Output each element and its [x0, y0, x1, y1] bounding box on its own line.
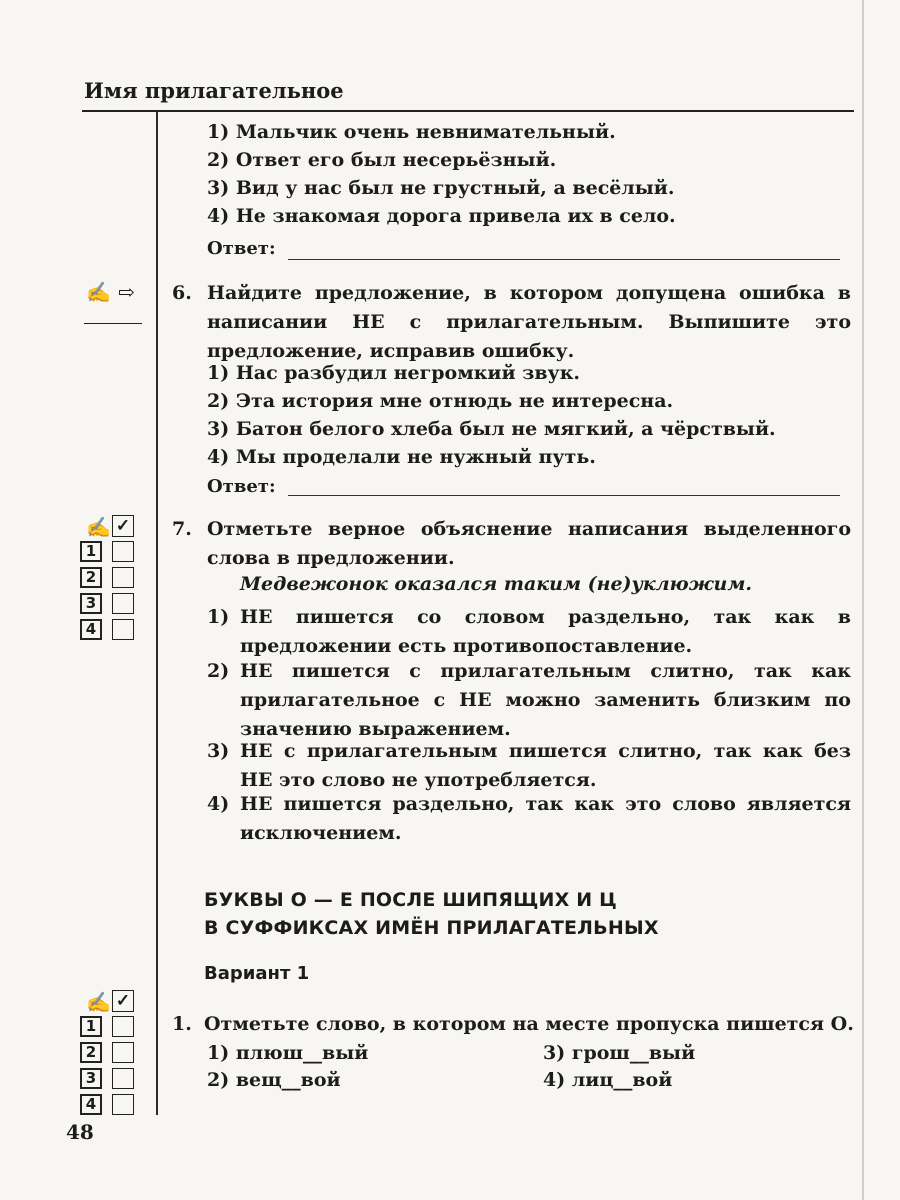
- q7-option-1-num: 1): [207, 606, 230, 628]
- answer-number-box: 4: [80, 619, 102, 640]
- margin-divider: [156, 112, 158, 1115]
- section-title-line-2: В СУФФИКСАХ ИМЁН ПРИЛАГАТЕЛЬНЫХ: [204, 917, 659, 939]
- answer-checkbox-3[interactable]: [112, 593, 134, 614]
- s1-option-1: 1) плюш__вый: [207, 1042, 369, 1064]
- q6-answer-label: Ответ:: [207, 476, 276, 497]
- answer-number-box: 2: [80, 567, 102, 588]
- pen-icon: ✍: [86, 990, 111, 1014]
- s1-text: Отметьте слово, в котором на месте пропуска пишется О.: [204, 1013, 854, 1035]
- variant-heading: Вариант 1: [204, 963, 310, 984]
- q7-option-3-num: 3): [207, 740, 230, 762]
- q5-option-2: 2) Ответ его был несерьёзный.: [207, 149, 557, 171]
- pen-icon: ✍: [86, 280, 111, 304]
- answer-number-box: 3: [80, 593, 102, 614]
- answer-checkbox-4[interactable]: [112, 619, 134, 640]
- check-icon[interactable]: ✓: [112, 515, 134, 537]
- q7-option-2-text: НЕ пишется с прилагательным слитно, так как прилагательное с НЕ можно заменить близким по значению выражением.: [240, 660, 851, 740]
- page-edge: [862, 0, 864, 1200]
- answer-number-box: 3: [80, 1068, 102, 1089]
- q7-option-4-text: НЕ пишется раздельно, так как это слово является исключением.: [240, 793, 851, 844]
- header-rule: [82, 110, 854, 112]
- q5-answer-label: Ответ:: [207, 238, 276, 259]
- q7-text: Отметьте верное объяснение написания выделенного слова в предложении.: [207, 518, 851, 569]
- check-icon[interactable]: ✓: [112, 990, 134, 1012]
- answer-checkbox-1[interactable]: [112, 541, 134, 562]
- q7-option-2-num: 2): [207, 660, 230, 682]
- q6-option-2: 2) Эта история мне отнюдь не интересна.: [207, 390, 674, 412]
- answer-number-box: 1: [80, 541, 102, 562]
- margin-rule: [84, 323, 142, 324]
- q5-answer-line[interactable]: [288, 259, 840, 260]
- q6-option-3: 3) Батон белого хлеба был не мягкий, а чёрствый.: [207, 418, 776, 440]
- q7-option-1-text: НЕ пишется со словом раздельно, так как в предложении есть противопоставление.: [240, 606, 851, 657]
- q6-answer-line[interactable]: [288, 495, 840, 496]
- q6-option-4: 4) Мы проделали не нужный путь.: [207, 446, 596, 468]
- answer-number-box: 1: [80, 1016, 102, 1037]
- q6-text: Найдите предложение, в котором допущена ошибка в написании НЕ с прилагательным. Выпишите это предложение, исправив ошибку.: [207, 282, 851, 362]
- page-number: 48: [66, 1120, 94, 1144]
- section-title-line-1: БУКВЫ О — Е ПОСЛЕ ШИПЯЩИХ И Ц: [204, 889, 617, 911]
- q5-option-3: 3) Вид у нас был не грустный, а весёлый.: [207, 177, 675, 199]
- answer-checkbox-2[interactable]: [112, 1042, 134, 1063]
- answer-checkbox-2[interactable]: [112, 567, 134, 588]
- arrow-right-icon: ⇨: [118, 280, 135, 304]
- q6-option-1: 1) Нас разбудил негромкий звук.: [207, 362, 581, 384]
- q5-option-4: 4) Не знакомая дорога привела их в село.: [207, 205, 676, 227]
- q7-number: 7.: [172, 518, 192, 540]
- answer-checkbox-3[interactable]: [112, 1068, 134, 1089]
- q6-number: 6.: [172, 282, 192, 304]
- page-header-title: Имя прилагательное: [84, 78, 344, 103]
- answer-checkbox-4[interactable]: [112, 1094, 134, 1115]
- answer-number-box: 4: [80, 1094, 102, 1115]
- s1-option-3: 3) грош__вый: [543, 1042, 696, 1064]
- pen-icon: ✍: [86, 515, 111, 539]
- q7-example-sentence: Медвежонок оказался таким (не)уклюжим.: [240, 573, 753, 595]
- q7-option-3-text: НЕ с прилагательным пишется слитно, так как без НЕ это слово не употребляется.: [240, 740, 851, 791]
- q5-option-1: 1) Мальчик очень невнимательный.: [207, 121, 616, 143]
- q7-option-4-num: 4): [207, 793, 230, 815]
- answer-checkbox-1[interactable]: [112, 1016, 134, 1037]
- s1-option-2: 2) вещ__вой: [207, 1069, 341, 1091]
- answer-number-box: 2: [80, 1042, 102, 1063]
- s1-option-4: 4) лиц__вой: [543, 1069, 673, 1091]
- s1-number: 1.: [172, 1013, 192, 1035]
